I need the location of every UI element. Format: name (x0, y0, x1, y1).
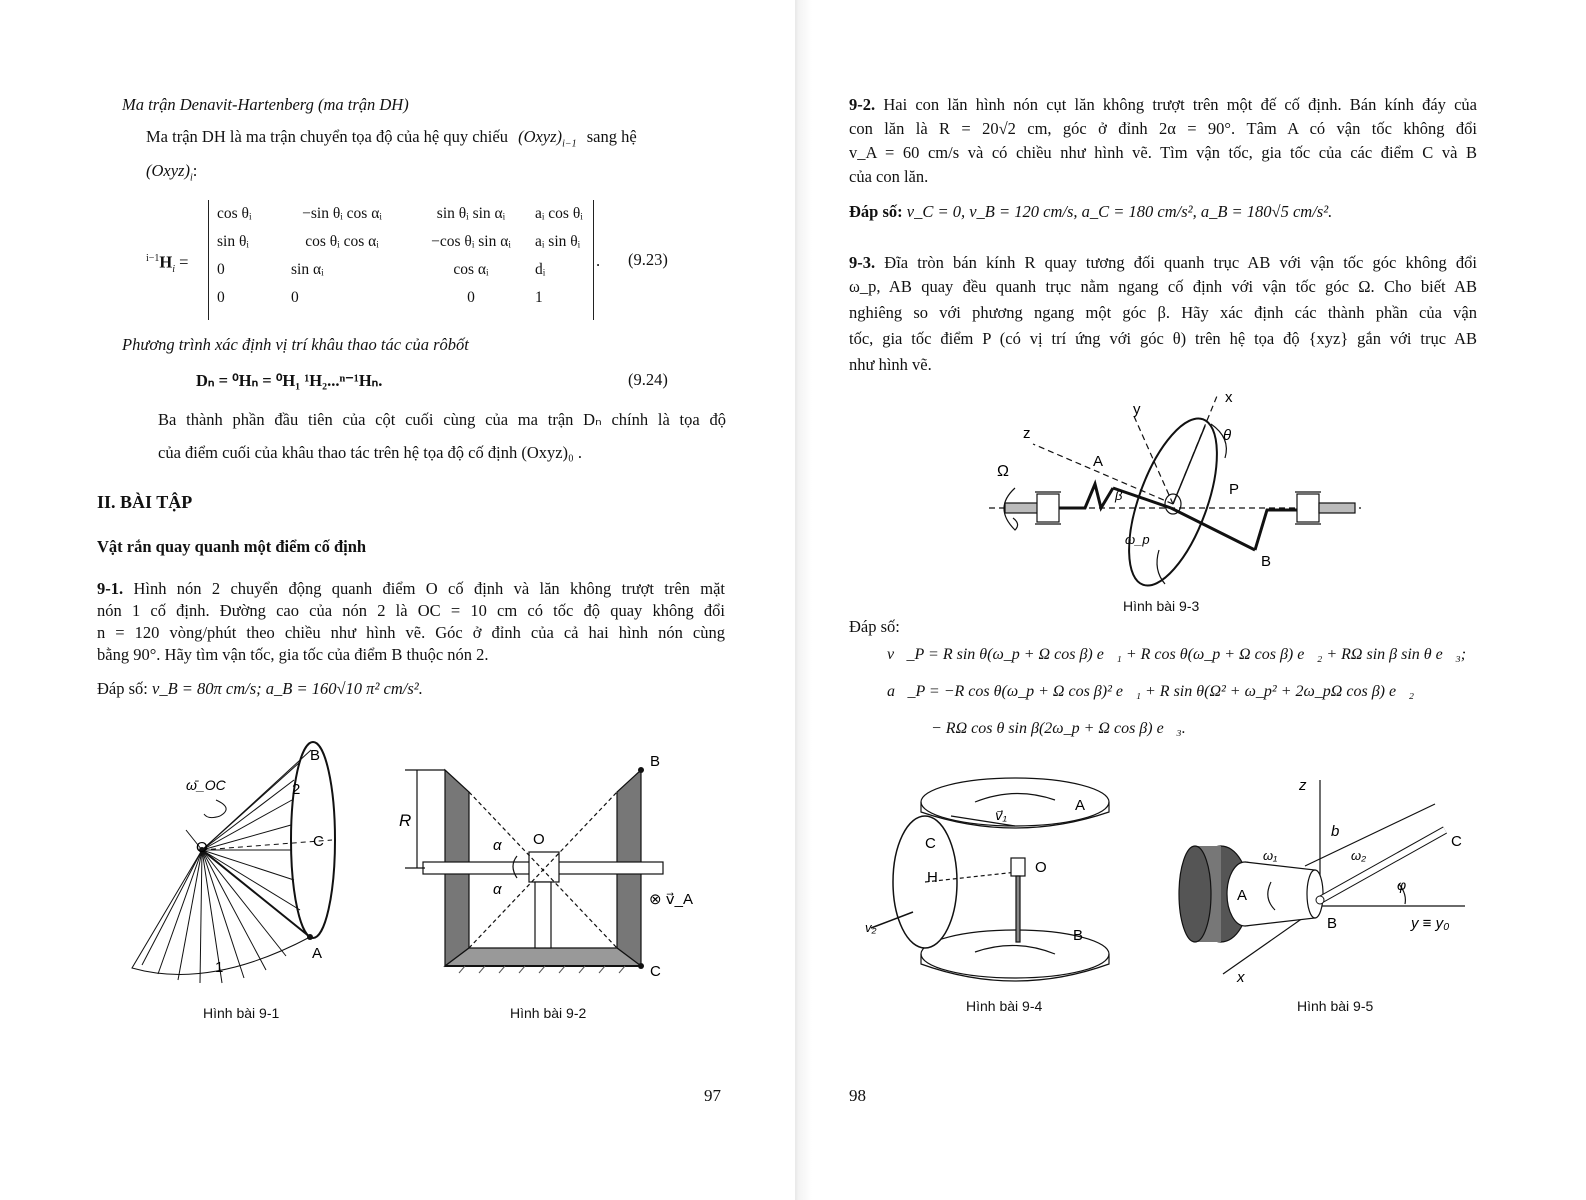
fig91-1-label: 1 (215, 959, 224, 976)
fig91-O-label: O (196, 839, 208, 856)
fig95-y: y ≡ y₀ (1411, 915, 1450, 932)
fig93-P: P (1229, 481, 1240, 498)
matrix-cell: −cos θᵢ sin αᵢ (431, 233, 511, 250)
eq-924: Dₙ = ⁰Hₙ = ⁰H₁ ¹H₂...ⁿ⁻¹Hₙ. (196, 371, 383, 390)
p93-line1 (849, 252, 1477, 274)
dh-intro-text1: Ma trận DH là ma trận chuyển tọa độ của hệ quy chiếu (146, 127, 508, 146)
fig93-A: A (1093, 453, 1104, 470)
fig94-v1: v⃗₁ (995, 808, 1007, 823)
eq-number-923: (9.23) (628, 250, 668, 269)
matrix-cell: 0 (217, 261, 225, 278)
p93-eq2: a⃗_P = −R cos θ(ω_p + Ω cos β)² e⃗₁ + R sin θ(Ω² + ω_p² + 2ω_pΩ cos β) e⃗₂ (887, 683, 1415, 700)
p91-line4: bằng 90°. Hãy tìm vận tốc, gia tốc của điểm B thuộc nón 2. (97, 645, 489, 664)
matrix-row (217, 228, 593, 256)
right-shaft (1319, 503, 1355, 513)
fig93-B: B (1261, 553, 1272, 570)
point-C (638, 963, 644, 969)
dh-frame-prev-text: (Oxyz) (518, 127, 563, 146)
figure-9-2 (395, 752, 695, 992)
p92-label: 9-2. (849, 95, 876, 114)
fig95-C: C (1451, 833, 1462, 850)
y-axis (1133, 414, 1173, 504)
fig91-omega-label: ω̄_OC (186, 777, 226, 793)
figure-9-3 (985, 384, 1365, 594)
matrix-cell: sin αᵢ (291, 261, 324, 278)
page-number-right: 98 (849, 1086, 866, 1105)
cone-line (202, 762, 300, 850)
fig93-caption: Hình bài 9-3 (1123, 598, 1200, 614)
fig92-alpha2: α (493, 881, 502, 898)
fig95-A: A (1237, 887, 1248, 904)
cone1-line (202, 850, 286, 956)
matrix-lhs-pre: i−1 (146, 253, 160, 264)
para-d-line2: của điểm cuối của khâu thao tác trên hệ tọa độ cố định (Oxyz)₀ . (158, 443, 583, 462)
para-d-line1: Ba thành phần đầu tiên của cột cuối cùng của ma trận Dₙ chính là tọa độ (158, 410, 726, 429)
matrix-cell: 0 (217, 289, 225, 306)
left-bearing (1037, 494, 1059, 522)
point-A (307, 934, 313, 940)
hub (529, 852, 559, 882)
p92-line1 (849, 94, 1477, 116)
p91-answer-text: v_B = 80π cm/s; a_B = 160√10 π² cm/s². (152, 679, 423, 698)
dh-frame-curr-sub: i (189, 172, 193, 184)
fig91-B-label: B (310, 747, 321, 764)
p93-eq1: v⃗_P = R sin θ(ω_p + Ω cos β) e⃗₁ + R cos θ(ω_p + Ω cos β) e⃗₂ + RΩ sin β sin θ e⃗₃; (887, 646, 1467, 663)
p93-answer-label: Đáp số: (849, 617, 900, 636)
dh-frame-prev-sub: i−1 (562, 138, 577, 150)
fig95-phi: φ (1397, 877, 1407, 893)
dh-intro-text2: sang hệ (586, 127, 637, 146)
arm-BC-inner (1320, 830, 1445, 900)
matrix-cell: 1 (535, 289, 543, 306)
matrix-cell: dᵢ (535, 261, 546, 278)
matrix-period: . (596, 251, 601, 270)
p93-line3: nghiêng so với phương ngang một góc β. Hãy xác định các thành phần của vận (849, 303, 1477, 322)
p91-label: 9-1. (97, 579, 124, 598)
right-bearing (1297, 494, 1319, 522)
p92-answer-label: Đáp số: (849, 202, 903, 221)
roller-end (1307, 870, 1323, 918)
left-shaft (1005, 503, 1041, 513)
fixed-cylinder-back (1179, 846, 1211, 942)
p93-line4: tốc, gia tốc điểm P (có vị trí ứng với góc θ) trên hệ tọa độ {xyz} gắn với trục AB (849, 329, 1477, 348)
base-plate (445, 948, 641, 966)
matrix-cell: aᵢ cos θᵢ (535, 205, 583, 222)
matrix-cell: −sin θᵢ cos αᵢ (302, 205, 382, 222)
hub-O (1011, 858, 1025, 876)
dh-matrix-table (217, 200, 593, 312)
crank-left (1059, 484, 1113, 508)
radius-P (1173, 426, 1205, 504)
roller-body (1245, 862, 1315, 926)
p92-line3: v_A = 60 cm/s và có chiều như hình vẽ. Tìm vận tốc, gia tốc của các điểm C và B (849, 143, 1477, 162)
p92-text1: Hai con lăn hình nón cụt lăn không trượt trên một đế cố định. Bán kính đáy của (883, 95, 1477, 114)
fig92-vA-label: ⊗ v⃗_A (649, 891, 693, 908)
matrix-cell: sin θᵢ sin αᵢ (436, 205, 506, 222)
fig94-v2: v₂ (865, 920, 877, 935)
fig95-z: z (1299, 777, 1307, 794)
matrix-row (217, 284, 593, 312)
p93-line5: như hình vẽ. (849, 355, 932, 374)
rotation-arrow (204, 800, 226, 818)
matrix-lhs: $^{i-1}H_i$ = (146, 252, 189, 275)
fig94-A-label: A (1075, 797, 1086, 814)
fig93-theta: θ (1223, 427, 1232, 444)
p93-eq3: − RΩ cos θ sin β(2ω_p + Ω cos β) e⃗₃. (931, 720, 1186, 737)
cone-line (202, 800, 292, 850)
cone1-outline (132, 850, 310, 974)
p93-line2: ω_p, AB quay đều quanh trục nằm ngang cố định với vận tốc góc Ω. Cho biết AB (849, 277, 1477, 296)
p92-line4: của con lăn. (849, 167, 929, 186)
figure-9-5 (1175, 770, 1475, 990)
b-dimension (1305, 804, 1435, 866)
fig93-y: y (1133, 401, 1141, 418)
matrix-row (217, 256, 593, 284)
fig92-R-label: R (399, 811, 412, 830)
matrix-row (217, 200, 593, 228)
right-page (795, 0, 1586, 1200)
fig91-C-label: C (313, 833, 324, 850)
ground-hatch (459, 966, 625, 973)
fig93-z: z (1023, 425, 1031, 442)
figure-9-4 (865, 772, 1125, 992)
position-heading: Phương trình xác định vị trí khâu thao tác của rôbốt (122, 335, 469, 354)
fig94-O: O (1035, 859, 1047, 876)
p92-line2: con lăn là R = 20√2 cm, góc ở đỉnh 2α = 90°. Tâm A có vận tốc không đổi (849, 119, 1477, 138)
fig93-beta: β (1115, 488, 1123, 503)
matrix-cell: 0 (467, 289, 475, 306)
cone1-line (142, 850, 202, 965)
matrix-cell: cos θᵢ (217, 205, 252, 222)
fig93-Omega: Ω (997, 463, 1009, 480)
fig92-C-label: C (650, 963, 661, 980)
fig92-caption: Hình bài 9-2 (510, 1005, 587, 1021)
fig93-x: x (1225, 389, 1233, 406)
eq-number-924: (9.24) (628, 370, 668, 389)
p91-answer (97, 678, 423, 700)
matrix-cell: 0 (291, 289, 299, 306)
cone-line (202, 850, 300, 910)
p92-answer-text: v_C = 0, v_B = 120 cm/s, a_C = 180 cm/s², a_B = 180√5 cm/s². (906, 202, 1333, 221)
dh-frame-curr (146, 160, 197, 189)
support-post (535, 882, 551, 948)
fig91-2-label: 2 (292, 781, 301, 798)
fig95-B: B (1327, 915, 1338, 932)
fig94-B: B (1073, 927, 1084, 944)
crank-right (1255, 510, 1297, 550)
p91-answer-label: Đáp số: (97, 679, 148, 698)
dh-frame-prev (518, 127, 577, 150)
fig95-omega2: ω₂ (1351, 848, 1367, 863)
matrix-cell: cos αᵢ (453, 261, 489, 278)
figure-9-1 (120, 740, 380, 1000)
p92-answer (849, 201, 1332, 223)
fig91-A-label: A (312, 945, 323, 962)
dh-intro-line1 (146, 126, 726, 155)
fig95-x: x (1237, 969, 1245, 986)
point-B (1316, 896, 1324, 904)
axis-AB-lower (1171, 508, 1255, 550)
section-title: II. BÀI TẬP (97, 492, 193, 512)
dh-heading: Ma trận Denavit-Hartenberg (ma trận DH) (122, 95, 409, 114)
dh-frame-curr-text: (Oxyz) (146, 161, 190, 180)
dh-matrix (208, 200, 594, 320)
matrix-lhs-symbol: H (159, 252, 173, 272)
dh-intro-text3: : (192, 161, 198, 180)
fig95-omega1: ω₁ (1263, 848, 1278, 863)
p91-line3: n = 120 vòng/phút theo chiều như hình vẽ. Góc ở đỉnh của cả hai hình nón cùng (97, 623, 725, 642)
matrix-cell: sin θᵢ (217, 233, 249, 250)
p91-text1: Hình nón 2 chuyển động quanh điểm O cố định và lăn không trượt trên mặt (133, 579, 726, 598)
p91-line2: nón 1 cố định. Đường cao của nón 2 là OC = 10 cm có tốc độ quay không đổi (97, 601, 725, 620)
fig95-b: b (1331, 823, 1340, 840)
p93-text1: Đĩa tròn bán kính R quay tương đối quanh trục AB với vận tốc góc không đổi (884, 253, 1478, 272)
fig95-caption: Hình bài 9-5 (1297, 998, 1374, 1014)
fig92-B-label: B (650, 753, 661, 770)
fig94-H: H (927, 869, 938, 886)
fig92-alpha1: α (493, 837, 502, 854)
fig94-C: C (925, 835, 936, 852)
cone1-line (200, 850, 202, 983)
cone1-line (158, 850, 202, 974)
fig92-O-label: O (533, 831, 545, 848)
page-number-left: 97 (704, 1086, 721, 1105)
fig91-caption: Hình bài 9-1 (203, 1005, 280, 1021)
subsection-title: Vật rắn quay quanh một điểm cố định (97, 537, 367, 556)
point-B (638, 767, 644, 773)
matrix-cell: aᵢ sin θᵢ (535, 233, 581, 250)
p91-line1 (97, 578, 725, 600)
p93-label: 9-3. (849, 253, 876, 272)
fig94-caption: Hình bài 9-4 (966, 998, 1043, 1014)
vertical-shaft (1016, 876, 1020, 942)
disc (1111, 408, 1235, 594)
fig93-omega-p: ω_p (1125, 532, 1150, 547)
matrix-cell: cos θᵢ cos αᵢ (305, 233, 379, 250)
